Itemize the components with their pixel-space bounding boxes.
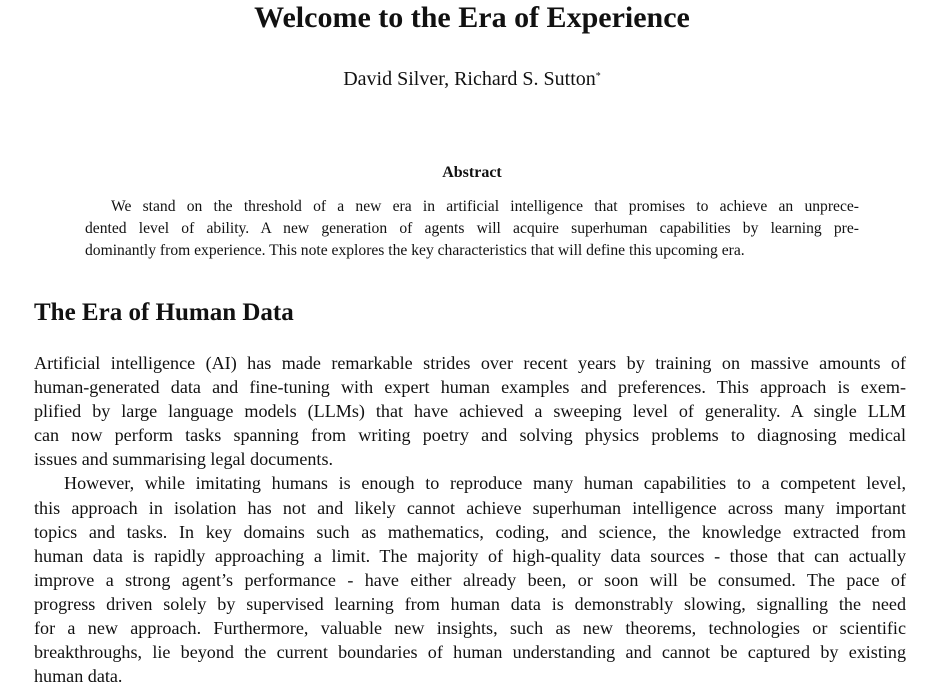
paragraph2-line: breakthroughs, lie beyond the current boundaries of human understanding and cannot be captured by existing xyxy=(34,642,906,663)
paragraph2-line: this approach in isolation has not and likely cannot achieve superhuman intelligence across many important xyxy=(34,497,906,518)
paragraph2-line: topics and tasks. In key domains such as mathematics, coding, and science, the knowledge extracted from xyxy=(34,521,906,542)
abstract-line: dented level of ability. A new generation of agents will acquire superhuman capabilities by learning pre- xyxy=(85,220,859,237)
paper-title: Welcome to the Era of Experience xyxy=(254,1,690,34)
section-heading: The Era of Human Data xyxy=(34,299,294,326)
paragraph2-line: human data. xyxy=(34,666,123,687)
abstract-text xyxy=(85,196,859,262)
section-body xyxy=(34,351,906,688)
paragraph1-line: human-generated data and fine-tuning with expert human examples and preferences. This approach is exem- xyxy=(34,377,906,398)
paragraph2-line: progress driven solely by supervised learning from human data is demonstrably slowing, signalling the need xyxy=(34,593,906,614)
paragraph1-line: issues and summarising legal documents. xyxy=(34,449,334,470)
author-footnote-marker: * xyxy=(595,71,601,82)
paragraph2-line: improve a strong agent’s performance - have either already been, or soon will be consumed. The pace of xyxy=(34,569,906,590)
paragraph2-line: for a new approach. Furthermore, valuable new insights, such as new theorems, technologies or scientific xyxy=(34,618,906,639)
abstract-line: dominantly from experience. This note explores the key characteristics that will define this upcoming era. xyxy=(85,242,745,259)
paragraph1-line: can now perform tasks spanning from writing poetry and solving physics problems to diagnosing medical xyxy=(34,425,906,446)
paragraph1-line: plified by large language models (LLMs) that have achieved a sweeping level of generality. A single LLM xyxy=(34,401,906,422)
paragraph1-line: Artificial intelligence (AI) has made remarkable strides over recent years by training on massive amounts of xyxy=(34,353,906,373)
author-line xyxy=(0,66,944,92)
paragraph2-line: human data is rapidly approaching a limit. The majority of high-quality data sources - those that can actually xyxy=(34,545,906,566)
abstract-line: We stand on the threshold of a new era in artificial intelligence that promises to achieve an unprece- xyxy=(111,198,859,215)
abstract-heading: Abstract xyxy=(442,164,502,181)
author-names: David Silver, Richard S. Sutton xyxy=(343,68,596,90)
paragraph2-line: However, while imitating humans is enough to reproduce many human capabilities to a competent level, xyxy=(64,473,906,494)
